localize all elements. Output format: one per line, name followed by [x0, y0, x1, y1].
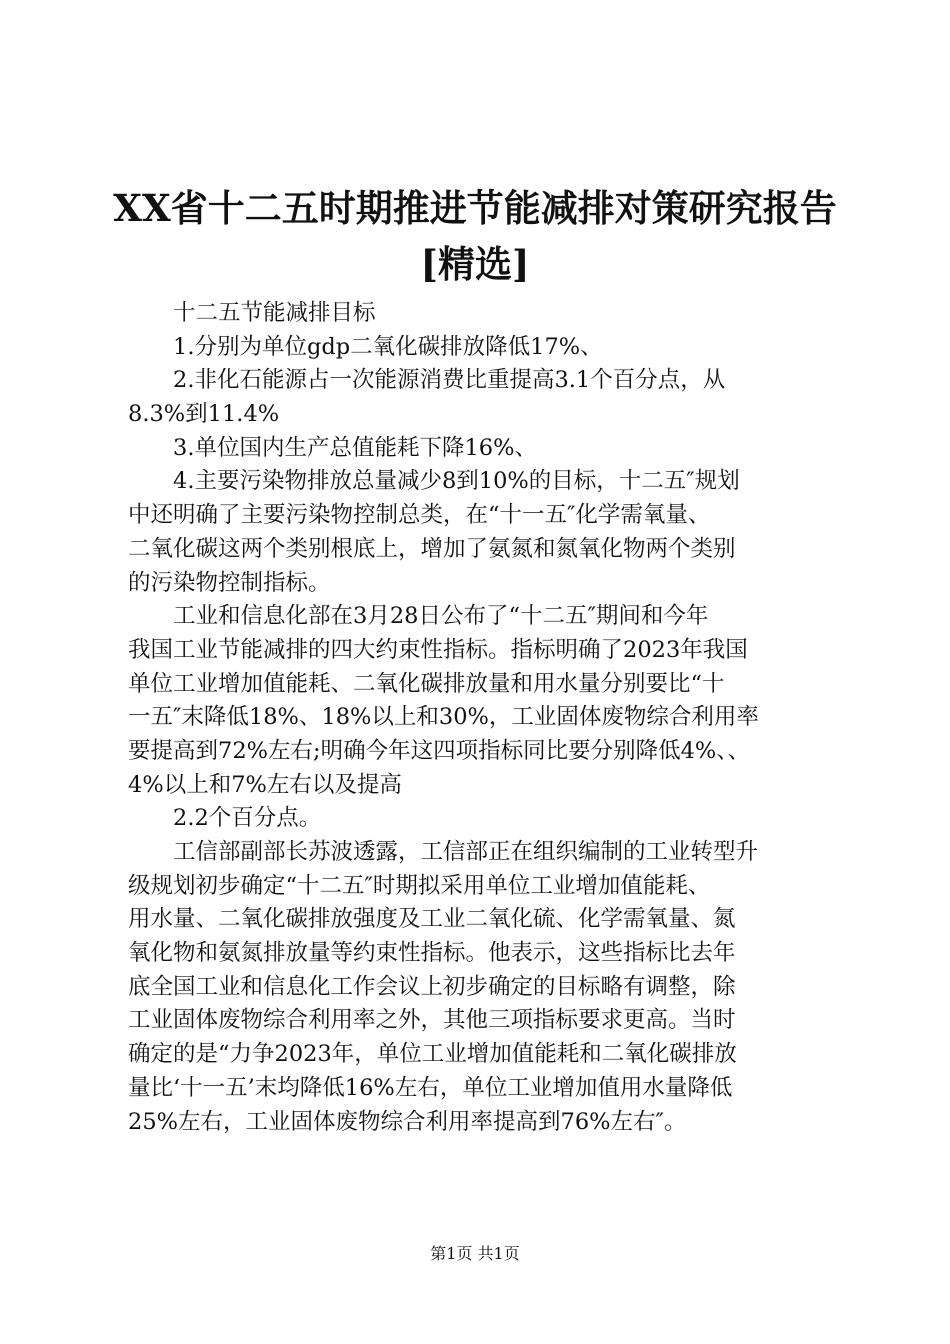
- body-line: 工业固体废物综合利用率之外，其他三项指标要求更高。当时: [128, 1007, 736, 1034]
- body-line: 2.2个百分点。: [128, 805, 322, 832]
- body-line: 确定的是“力争2023年，单位工业增加值能耗和二氧化碳排放: [128, 1041, 737, 1068]
- body-line: 工信部副部长苏波透露，工信部正在组织编制的工业转型升: [128, 839, 759, 865]
- body-line: 要提高到72%左右;明确今年这四项指标同比要分别降低4%、、: [128, 737, 751, 764]
- body-line: 3.单位国内生产总值能耗下降16%、: [128, 434, 537, 461]
- body-line: 2.非化石能源占一次能源消费比重提高3.1个百分点，从: [128, 367, 726, 394]
- body-line: 用水量、二氧化碳排放强度及工业二氧化硫、化学需氧量、氮: [128, 906, 736, 933]
- body-line: 工业和信息化部在3月28日公布了“十二五″期间和今年: [128, 603, 709, 630]
- body-line: 8.3%到11.4%: [128, 401, 280, 428]
- document-body: [128, 297, 828, 1139]
- document-title-line-2: [精选]: [420, 242, 530, 286]
- body-line: 量比‘十一五’末均降低16%左右，单位工业增加值用水量降低: [128, 1074, 733, 1101]
- body-line: 级规划初步确定“十二五″时期拟采用单位工业增加值能耗、: [128, 872, 711, 899]
- body-line: 1.分别为单位gdp二氧化碳排放降低17%、: [128, 333, 603, 360]
- body-line: 单位工业增加值能耗、二氧化碳排放量和用水量分别要比“十: [128, 670, 725, 697]
- body-line: 二氧化碳这两个类别根底上，增加了氨氮和氮氧化物两个类别: [128, 535, 736, 562]
- body-line: 一五″末降低18%、18%以上和30%，工业固体废物综合利用率: [128, 704, 759, 731]
- body-line: 4.主要污染物排放总量减少8到10%的目标，十二五″规划: [128, 468, 740, 495]
- body-line: 底全国工业和信息化工作会议上初步确定的目标略有调整，除: [128, 973, 736, 1000]
- body-line: 十二五节能减排目标: [128, 300, 376, 326]
- body-line: 4%以上和7%左右以及提高: [128, 771, 402, 798]
- page-footer: 第1页 共1页: [430, 1244, 520, 1263]
- body-line: 的污染物控制指标。: [128, 569, 331, 596]
- body-line: 25%左右，工业固体废物综合利用率提高到76%左右″。: [128, 1108, 687, 1135]
- body-line: 氧化物和氨氮排放量等约束性指标。他表示，这些指标比去年: [128, 940, 736, 967]
- body-line: 我国工业节能减排的四大约束性指标。指标明确了2023年我国: [128, 636, 748, 663]
- body-line: 中还明确了主要污染物控制总类，在“十一五″化学需氧量、: [128, 502, 711, 529]
- document-title-line-1: XX省十二五时期推进节能减排对策研究报告: [113, 186, 837, 230]
